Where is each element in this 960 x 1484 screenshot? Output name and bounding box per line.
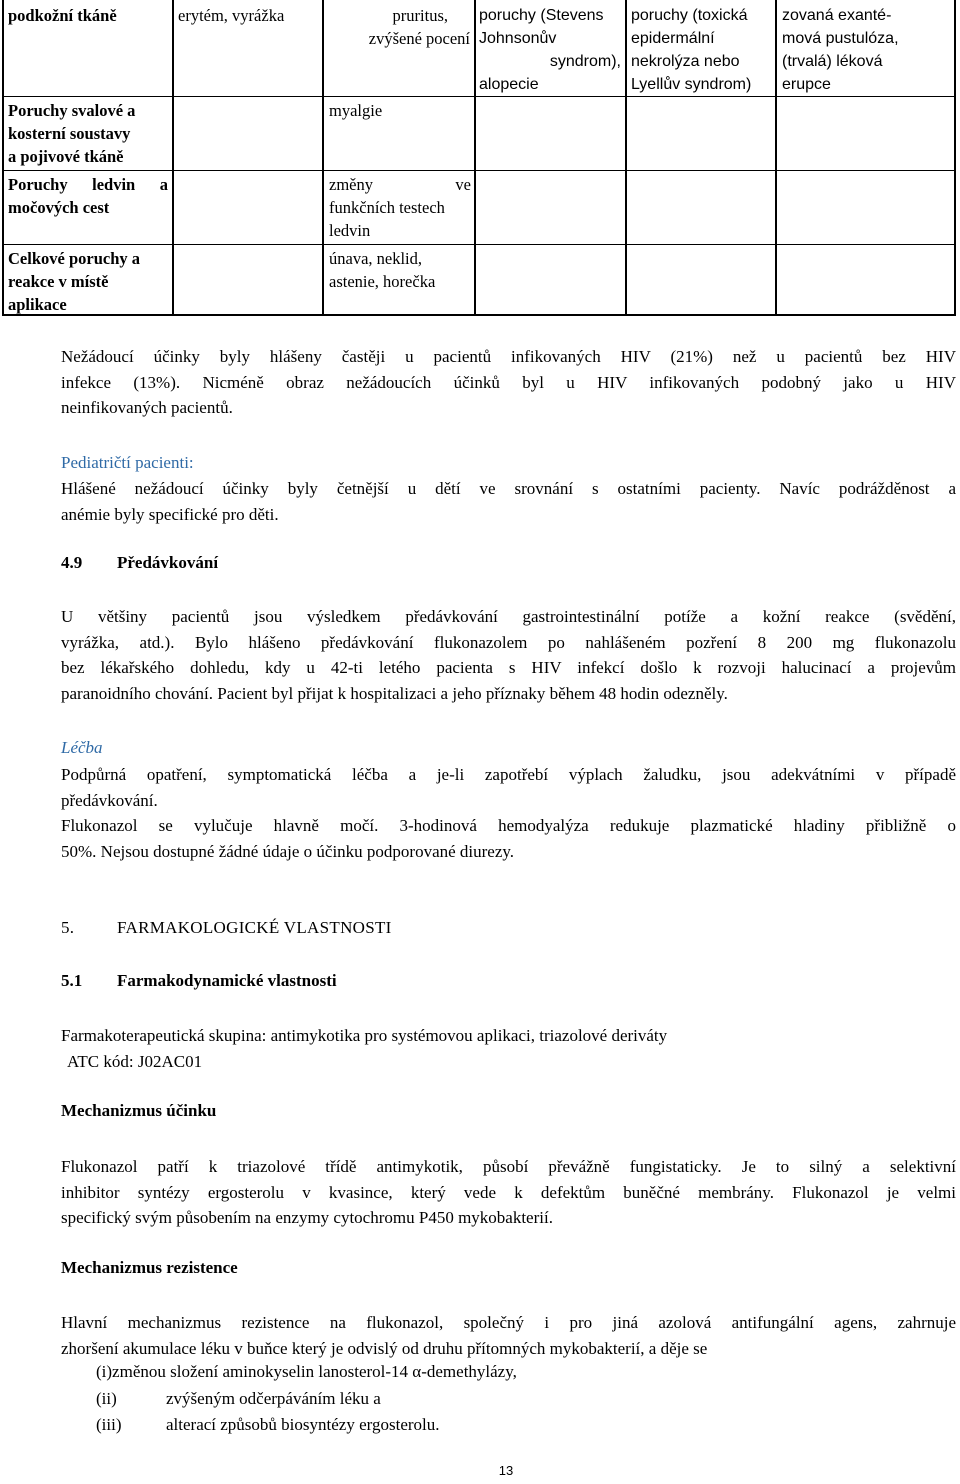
table-col-line	[474, 0, 476, 316]
pharmacotherapeutic-group: Farmakoterapeutická skupina: antimykotika pro systémovou aplikaci, triazolové deriváty ATC kód: J02AC01	[61, 1026, 668, 1071]
table-cell-effect: změny ve funkčních testech ledvin	[329, 175, 471, 240]
treatment-heading: Léčba	[61, 738, 103, 757]
table-cell-effect: erytém, vyrážka	[178, 6, 285, 25]
table-col-line	[625, 0, 627, 316]
overdose-paragraph: U většiny pacientů jsou výsledkem předávkování gastrointestinální potíže a kožní reakce (svědění, vyrážka, atd.). Bylo hlášeno předávkování flukonazolem po nahlášeném pozření 8 200 mg flukonazolu bez lékařského dohledu, kdy u 42-ti letého pacienta s HIV infekcí došlo k rozvoji halucinací a projevům paranoidního chování. Pacient byl přijat k hospitalizaci a jeho příznaky během 48 hodin odezněly.	[61, 607, 956, 703]
table-cell-effect: myalgie	[329, 101, 383, 120]
table-row-line	[2, 96, 956, 97]
adverse-effects-table	[2, 0, 956, 316]
mechanism-heading: Mechanizmus účinku	[61, 1101, 217, 1120]
page-number: 13	[498, 1463, 514, 1478]
resistance-heading: Mechanizmus rezistence	[61, 1258, 238, 1277]
list-text: změnou složení aminokyselin lanosterol-14 α-demethylázy,	[112, 1362, 517, 1381]
list-text: alterací způsobů biosyntézy ergosterolu.	[166, 1415, 440, 1434]
table-cell-effect: pruritus, zvýšené pocení	[368, 6, 470, 48]
table-cell-effect: zovaná exanté- mová pustulóza, (trvalá) léková erupce	[782, 7, 899, 93]
pediatric-heading: Pediatričtí pacienti:	[61, 453, 194, 472]
mechanism-paragraph: Flukonazol patří k triazolové třídě antimykotik, působí převážně fungistaticky. Je to silný a selektivní inhibitor syntézy ergosterolu v kvasince, který vede k defektům buněčné membrány. Flukonazol je velmi specifický svým působením na enzymy cytochromu P450 mykobakterií.	[61, 1157, 956, 1227]
hiv-paragraph: Nežádoucí účinky byly hlášeny častěji u pacientů infikovaných HIV (21%) než u pacientů bez HIV infekce (13%). Nicméně obraz nežádoucích účinků byl u HIV infikovaných podobný jako u HIV neinfikovaných pacientů.	[61, 347, 956, 417]
section-4-9-heading: 4.9 Předávkování	[61, 553, 219, 572]
table-cell-category: Celkové poruchy a reakce v místě aplikace	[8, 249, 140, 314]
list-item	[96, 1362, 517, 1382]
resistance-paragraph: Hlavní mechanizmus rezistence na flukonazol, společný i pro jiná azolová antifungální agens, zahrnuje zhoršení akumulace léku v buňce který je odvislý od druhu přítomných mykobakterií, a děje se	[61, 1313, 956, 1358]
table-row-line	[2, 170, 956, 171]
list-marker: (i)	[96, 1362, 113, 1381]
table-border-left	[2, 0, 4, 316]
table-cell-category: podkožní tkáně	[8, 6, 117, 25]
table-cell-category: Poruchy svalové a kosterní soustavy a pojivové tkáně	[8, 101, 136, 166]
list-marker: (ii)	[96, 1389, 117, 1408]
table-cell-effect: poruchy (toxická epidermální nekrolýza nebo Lyellův syndrom)	[631, 7, 752, 93]
table-col-line	[775, 0, 777, 316]
table-cell-category: Poruchy ledvin a močových cest	[8, 175, 168, 217]
section-5-1-heading: 5.1 Farmakodynamické vlastnosti	[61, 971, 337, 990]
table-col-line	[172, 0, 174, 316]
table-cell-effect: únava, neklid, astenie, horečka	[329, 249, 436, 291]
table-cell-effect: poruchy (Stevens Johnsonův syndrom), alopecie	[479, 7, 621, 93]
table-col-line	[322, 0, 324, 316]
section-5-heading: 5. FARMAKOLOGICKÉ VLASTNOSTI	[61, 918, 392, 937]
list-marker: (iii)	[96, 1415, 122, 1434]
list-item	[96, 1389, 381, 1409]
table-border-right	[954, 0, 956, 316]
treatment-paragraph: Podpůrná opatření, symptomatická léčba a je-li zapotřebí výplach žaludku, jsou adekvátními v případě předávkování. Flukonazol se vylučuje hlavně močí. 3-hodinová hemodyalýza redukuje plazmatické hladiny přibližně o 50%. Nejsou dostupné žádné údaje o účinku podporované diurezy.	[61, 765, 956, 861]
list-text: zvýšeným odčerpáváním léku a	[166, 1389, 381, 1408]
list-item	[96, 1415, 440, 1435]
table-row-line	[2, 244, 956, 245]
pediatric-paragraph: Hlášené nežádoucí účinky byly četnější u dětí ve srovnání s ostatními pacienty. Navíc podrážděnost a anémie byly specifické pro děti.	[61, 479, 956, 524]
